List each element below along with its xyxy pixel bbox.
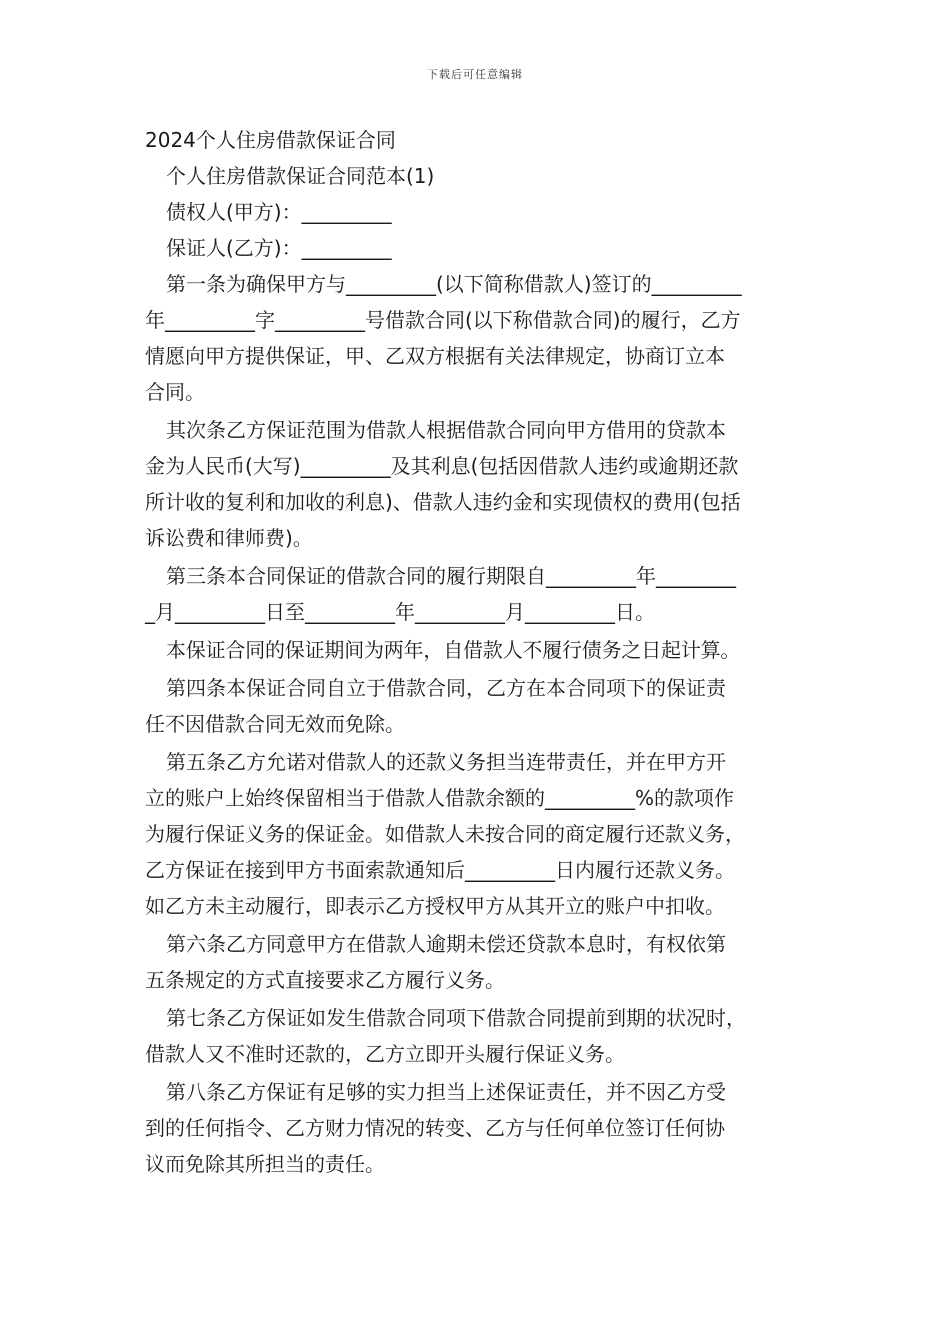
article-line: 五条规定的方式直接要求乙方履行义务。: [145, 968, 505, 992]
document-subtitle: 个人住房借款保证合同范本(1): [166, 164, 435, 188]
article-2: [145, 412, 810, 556]
article-line: 到的任何指令、乙方财力情况的转变、乙方与任何单位签订任何协: [145, 1116, 725, 1140]
page-header-note: 下载后可任意编辑: [427, 68, 523, 81]
article-line: 为履行保证义务的保证金。如借款人未按合同的商定履行还款义务，: [145, 822, 745, 846]
article-1: [145, 266, 810, 410]
article-7: [145, 1000, 810, 1072]
article-8: [145, 1074, 810, 1182]
article-line: 年_________字_________号借款合同(以下称借款合同)的履行，乙方: [145, 308, 741, 332]
article-line: 情愿向甲方提供保证，甲、乙双方根据有关法律规定，协商订立本: [145, 344, 725, 368]
article-line: 任不因借款合同无效而免除。: [145, 712, 405, 736]
article-line: 第五条乙方允诺对借款人的还款义务担当连带责任，并在甲方开: [166, 750, 726, 774]
guarantee-period-paragraph: [145, 632, 810, 668]
article-line: 议而免除其所担当的责任。: [145, 1152, 385, 1176]
article-line: 第一条为确保甲方与_________(以下简称借款人)签订的_________: [166, 272, 742, 296]
article-3: [145, 558, 810, 630]
article-line: 金为人民币(大写)_________及其利息(包括因借款人违约或逾期还款: [145, 454, 739, 478]
article-line: 第三条本合同保证的借款合同的履行期限自_________年________: [166, 564, 736, 588]
article-line: _月_________日至_________年_________月_________日。: [145, 600, 655, 624]
article-line: 本保证合同的保证期间为两年，自借款人不履行债务之日起计算。: [166, 638, 741, 662]
article-line: 立的账户上始终保留相当于借款人借款余额的_________%的款项作: [145, 786, 735, 810]
article-line: 借款人又不准时还款的，乙方立即开头履行保证义务。: [145, 1042, 625, 1066]
document-body: [145, 122, 810, 1182]
article-line: 所计收的复利和加收的利息)、借款人违约金和实现债权的费用(包括: [145, 490, 741, 514]
document-title: 2024个人住房借款保证合同: [145, 128, 396, 152]
party-a-line: 债权人(甲方)：_________: [166, 200, 392, 224]
party-b-line: 保证人(乙方)：_________: [166, 236, 392, 260]
article-line: 合同。: [145, 380, 205, 404]
article-line: 第四条本保证合同自立于借款合同，乙方在本合同项下的保证责: [166, 676, 726, 700]
article-line: 第八条乙方保证有足够的实力担当上述保证责任，并不因乙方受: [166, 1080, 726, 1104]
article-6: [145, 926, 810, 998]
article-line: 第七条乙方保证如发生借款合同项下借款合同提前到期的状况时，: [166, 1006, 746, 1030]
article-line: 乙方保证在接到甲方书面索款通知后_________日内履行还款义务。: [145, 858, 735, 882]
article-line: 其次条乙方保证范围为借款人根据借款合同向甲方借用的贷款本: [166, 418, 726, 442]
article-line: 第六条乙方同意甲方在借款人逾期未偿还贷款本息时，有权依第: [166, 932, 726, 956]
article-line: 诉讼费和律师费)。: [145, 526, 313, 550]
article-5: [145, 744, 810, 924]
article-4: [145, 670, 810, 742]
article-line: 如乙方未主动履行，即表示乙方授权甲方从其开立的账户中扣收。: [145, 894, 725, 918]
